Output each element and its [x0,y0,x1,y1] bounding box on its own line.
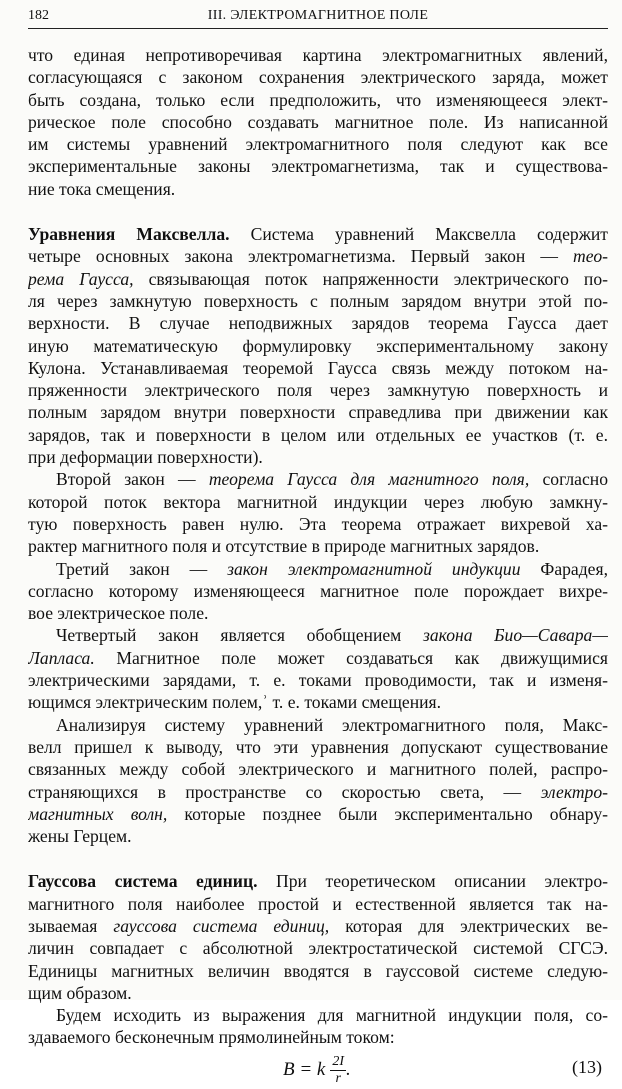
text-line: экспериментальные законы электромагнетизма, так и существова- [28,156,608,177]
paragraph-second-law [28,468,608,557]
text-run: страняющихся в пространстве со скоростью света, — [28,781,541,802]
paragraph-fourth-law [28,624,608,713]
formula-fraction [330,1055,346,1086]
text-line [28,223,608,245]
text-line: Единицы магнитных величин вводятся в гауссовой системе следую- [28,960,608,981]
text-run: Четвертый закон является обобщением [56,625,423,646]
italic-term: рема Гаусса, [28,268,134,289]
section-heading-maxwell: Уравнения Максвелла. [28,224,230,245]
paragraph-maxwell [28,223,608,468]
text-line: согласующаяся с законом сохранения электрического заряда, может [28,67,608,88]
text-line [28,647,608,669]
running-header [28,6,608,29]
text-run: которая для электрических ве- [329,915,608,936]
text-run: При теоретическом описании электро- [257,871,608,892]
text-line: при деформации поверхности). [28,447,263,468]
text-run: Фарадея, [520,558,608,579]
italic-term: закона Био—Савара— [422,625,608,646]
italic-term: теорема Гаусса для магнитного поля, [208,469,530,490]
fraction-denominator: r [335,1070,341,1086]
text-line: ля через замкнутую поверхность с полным зарядом внутри этой по- [28,290,608,311]
text-line: рактер магнитного поля и отсутствие в природе магнитных зарядов. [28,536,540,557]
text-line: пряженности электрического поля через замкнутую поверхность и [28,380,608,401]
page-body [28,44,608,1089]
text-line [28,781,608,803]
text-line: зарядов, так и поверхности в целом или отдельных ее участков (т. е. [28,424,608,445]
text-run: которые позднее были экспериментально обнару- [167,803,608,824]
text-line: жены Герцем. [28,826,132,847]
text-line: Будем исходить из выражения для магнитной индукции поля, со- [56,1005,608,1026]
paragraph-third-law [28,558,608,625]
text-line: здаваемого бесконечным прямолинейным током: [28,1027,395,1048]
paragraph-induction [28,1004,608,1049]
text-line: вое электрическое поле. [28,603,209,624]
italic-term: тео- [573,246,608,267]
text-run: Система уравнений Максвелла содержит [229,224,608,245]
text-line [28,803,608,825]
text-line: связанных между собой электрического и магнитного полей, распро- [28,759,608,780]
text-line: Анализируя систему уравнений электромагнитного поля, Макс- [56,714,608,735]
formula-end: . [346,1059,351,1081]
section-heading-gaussian: Гауссова система единиц. [28,871,258,892]
text-line: электрическими зарядами, т. е. токами проводимости, так и изменя- [28,670,608,691]
text-line: тую поверхность равен нулю. Эта теорема отражает вихревой ха- [28,513,608,534]
formula-lhs: B = k [283,1059,326,1081]
page-number: 182 [28,8,49,23]
italic-term: закон электромагнитной индукции [227,558,521,579]
text-line: Кулона. Устанавливаемая теоремой Гаусса связь между потоком на- [28,357,608,378]
text-run: Второй закон — [56,469,209,490]
text-line [28,558,608,580]
text-line: личин совпадает с абсолютной электростатической системой СГСЭ. [28,938,608,959]
paragraph-maxwell-conclusion [28,714,608,848]
text-run: связывающая поток напряженности электрического по- [133,268,608,289]
paragraph-intro [28,44,608,200]
text-line: магнитного поля наиболее простой и естественной является так на- [28,893,608,914]
text-line [28,245,608,267]
equation-number: (13) [572,1056,602,1077]
text-line: согласно которому изменяющееся магнитное поле порождает вихре- [28,580,608,601]
text-line: рическое поле способно создавать магнитное поле. Из написанной [28,111,608,132]
text-run: четыре основных закона электромагнетизма. Первый закон — [28,246,574,267]
equation-13 [28,1049,608,1089]
italic-term: магнитных волн, [28,803,168,824]
fraction-numerator: 2I [332,1053,345,1069]
text-line [28,624,608,646]
text-line: велл пришел к выводу, что эти уравнения допускают существование [28,736,608,757]
italic-term: гауссова система единиц, [113,915,330,936]
text-line: которой поток вектора магнитной индукции через любую замкну- [28,491,608,512]
text-line [28,915,608,937]
text-run: зываемая [28,915,114,936]
text-line [28,468,608,490]
running-title: III. ЭЛЕКТРОМАГНИТНОЕ ПОЛЕ [207,8,429,23]
text-run: Третий закон — [56,558,228,579]
text-run: Магнитное поле может создаваться как движущимися [94,647,608,668]
text-line: иную математическую формулировку экспериментальному закону [28,335,608,356]
text-line: ющимся электрическим полем,ʾ т. е. токами смещения. [28,692,442,713]
text-line: ние тока смещения. [28,178,176,199]
text-line: верхности. В случае неподвижных зарядов теорема Гаусса дает [28,313,608,334]
text-line: полным зарядом внутри поверхности справедлива при движении как [28,402,608,423]
text-run: согласно [529,469,608,490]
paragraph-gaussian-units [28,870,608,1004]
text-line: щим образом. [28,982,132,1003]
text-line [28,268,608,290]
text-line: быть создана, только если предположить, что изменяющееся элект- [28,89,608,110]
text-line: что единая непротиворечивая картина электромагнитных явлений, [28,45,608,65]
text-line [28,870,608,892]
text-line: им системы уравнений электромагнитного поля следуют как все [28,134,608,155]
italic-term: Лапласа. [28,647,95,668]
italic-term: электро- [540,781,608,802]
formula [283,1055,351,1086]
